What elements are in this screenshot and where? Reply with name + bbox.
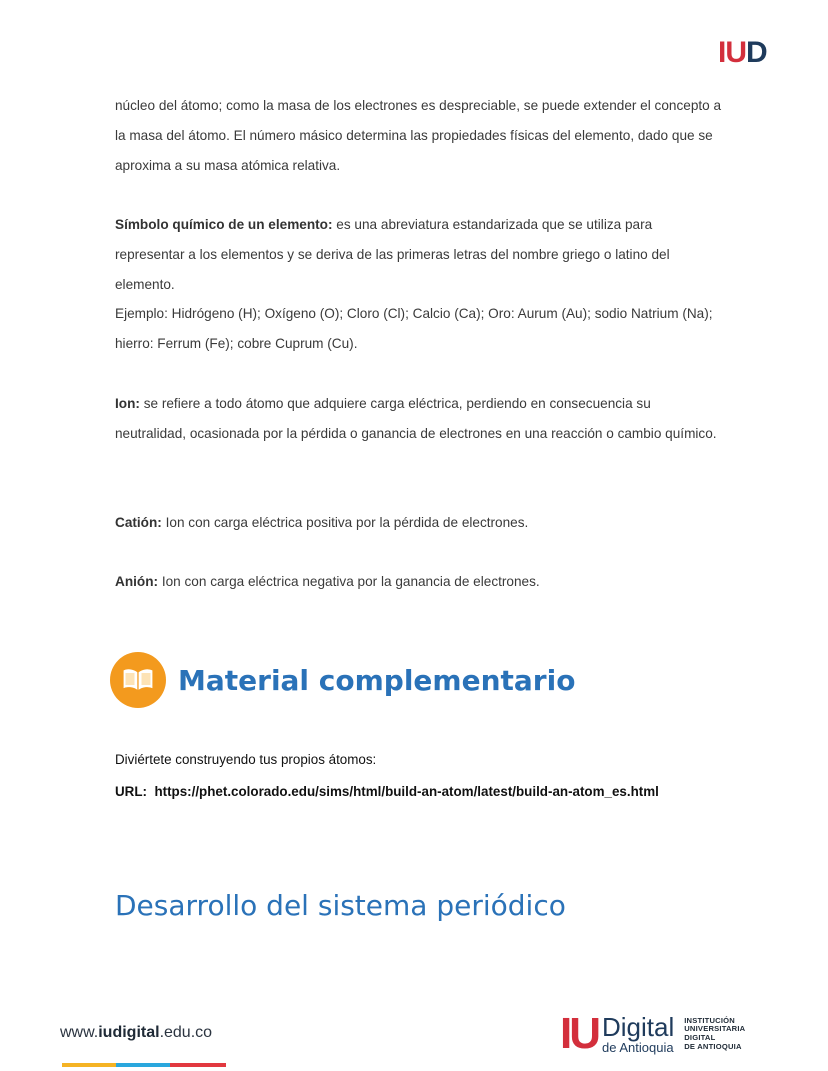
footer-url-suffix: .edu.co: [159, 1024, 213, 1041]
footer-website[interactable]: [60, 1024, 212, 1042]
definition-ion: se refiere a todo átomo que adquiere carga eléctrica, perdiendo en consecuencia su neutralidad, ocasionada por la pérdida o ganancia de electrones en una reacción o cambio químico.: [115, 396, 717, 441]
footer-logo-iu: IU: [560, 1009, 598, 1058]
footer-color-bar: [62, 1063, 226, 1067]
term-anion: Anión:: [115, 574, 159, 589]
header-logo: [718, 38, 767, 68]
definition-cation: Ion con carga eléctrica positiva por la pérdida de electrones.: [161, 515, 529, 530]
term-chemical-symbol: Símbolo químico de un elemento:: [115, 217, 333, 232]
paragraph-cation: [115, 508, 725, 538]
paragraph-atomic-mass: núcleo del átomo; como la masa de los electrones es despreciable, se puede extender el concepto a la masa del átomo. El número másico determina las propiedades físicas del elemento, dado que se aproxima a su masa atómica relativa.: [115, 98, 722, 173]
material-heading: [110, 652, 575, 708]
footer-url-bold: iudigital: [98, 1024, 160, 1041]
open-book-icon: [110, 652, 166, 708]
header-logo-u: U: [725, 36, 747, 69]
material-url-link[interactable]: https://phet.colorado.edu/sims/html/build-an-atom/latest/build-an-atom_es.html: [154, 784, 659, 799]
material-intro: Diviértete construyendo tus propios átomos:: [115, 752, 377, 767]
header-logo-d: D: [746, 36, 767, 69]
definition-chemical-symbol: es una abreviatura estandarizada que se utiliza para representar a los elementos y se deriva de las primeras letras del nombre griego o latino del elemento.: [115, 217, 670, 292]
material-url-line: [115, 777, 735, 806]
inst-line-1: INSTITUCIÓN: [684, 1015, 735, 1025]
footer-logo-antioquia: de Antioquia: [602, 1040, 674, 1055]
header-logo-i: I: [718, 36, 726, 69]
inst-line-2: UNIVERSITARIA: [684, 1024, 746, 1034]
material-title: Material complementario: [178, 663, 576, 697]
footer-logo-words: [602, 1014, 674, 1054]
footer-logo: [560, 1009, 746, 1058]
paragraph-anion: [115, 567, 725, 597]
inst-line-4: DE ANTIOQUIA: [684, 1041, 742, 1051]
footer-url-prefix: www.: [60, 1024, 99, 1041]
term-cation: Catión:: [115, 515, 162, 530]
footer-logo-digital: Digital: [602, 1012, 675, 1042]
inst-line-3: DIGITAL: [684, 1033, 716, 1042]
section-title: Desarrollo del sistema periódico: [115, 889, 566, 922]
paragraph-chemical-symbol: [115, 210, 725, 359]
paragraph-ion: [115, 389, 725, 449]
term-ion: Ion:: [115, 396, 140, 411]
footer-institution-text: [684, 1017, 745, 1052]
example-chemical-symbol: Ejemplo: Hidrógeno (H); Oxígeno (O); Cloro (Cl); Calcio (Ca); Oro: Aurum (Au); sodio Natrium (Na); hierro: Ferrum (Fe); cobre Cuprum (Cu).: [115, 306, 713, 352]
url-label: URL:: [115, 784, 147, 799]
definition-anion: Ion con carga eléctrica negativa por la ganancia de electrones.: [158, 574, 540, 589]
